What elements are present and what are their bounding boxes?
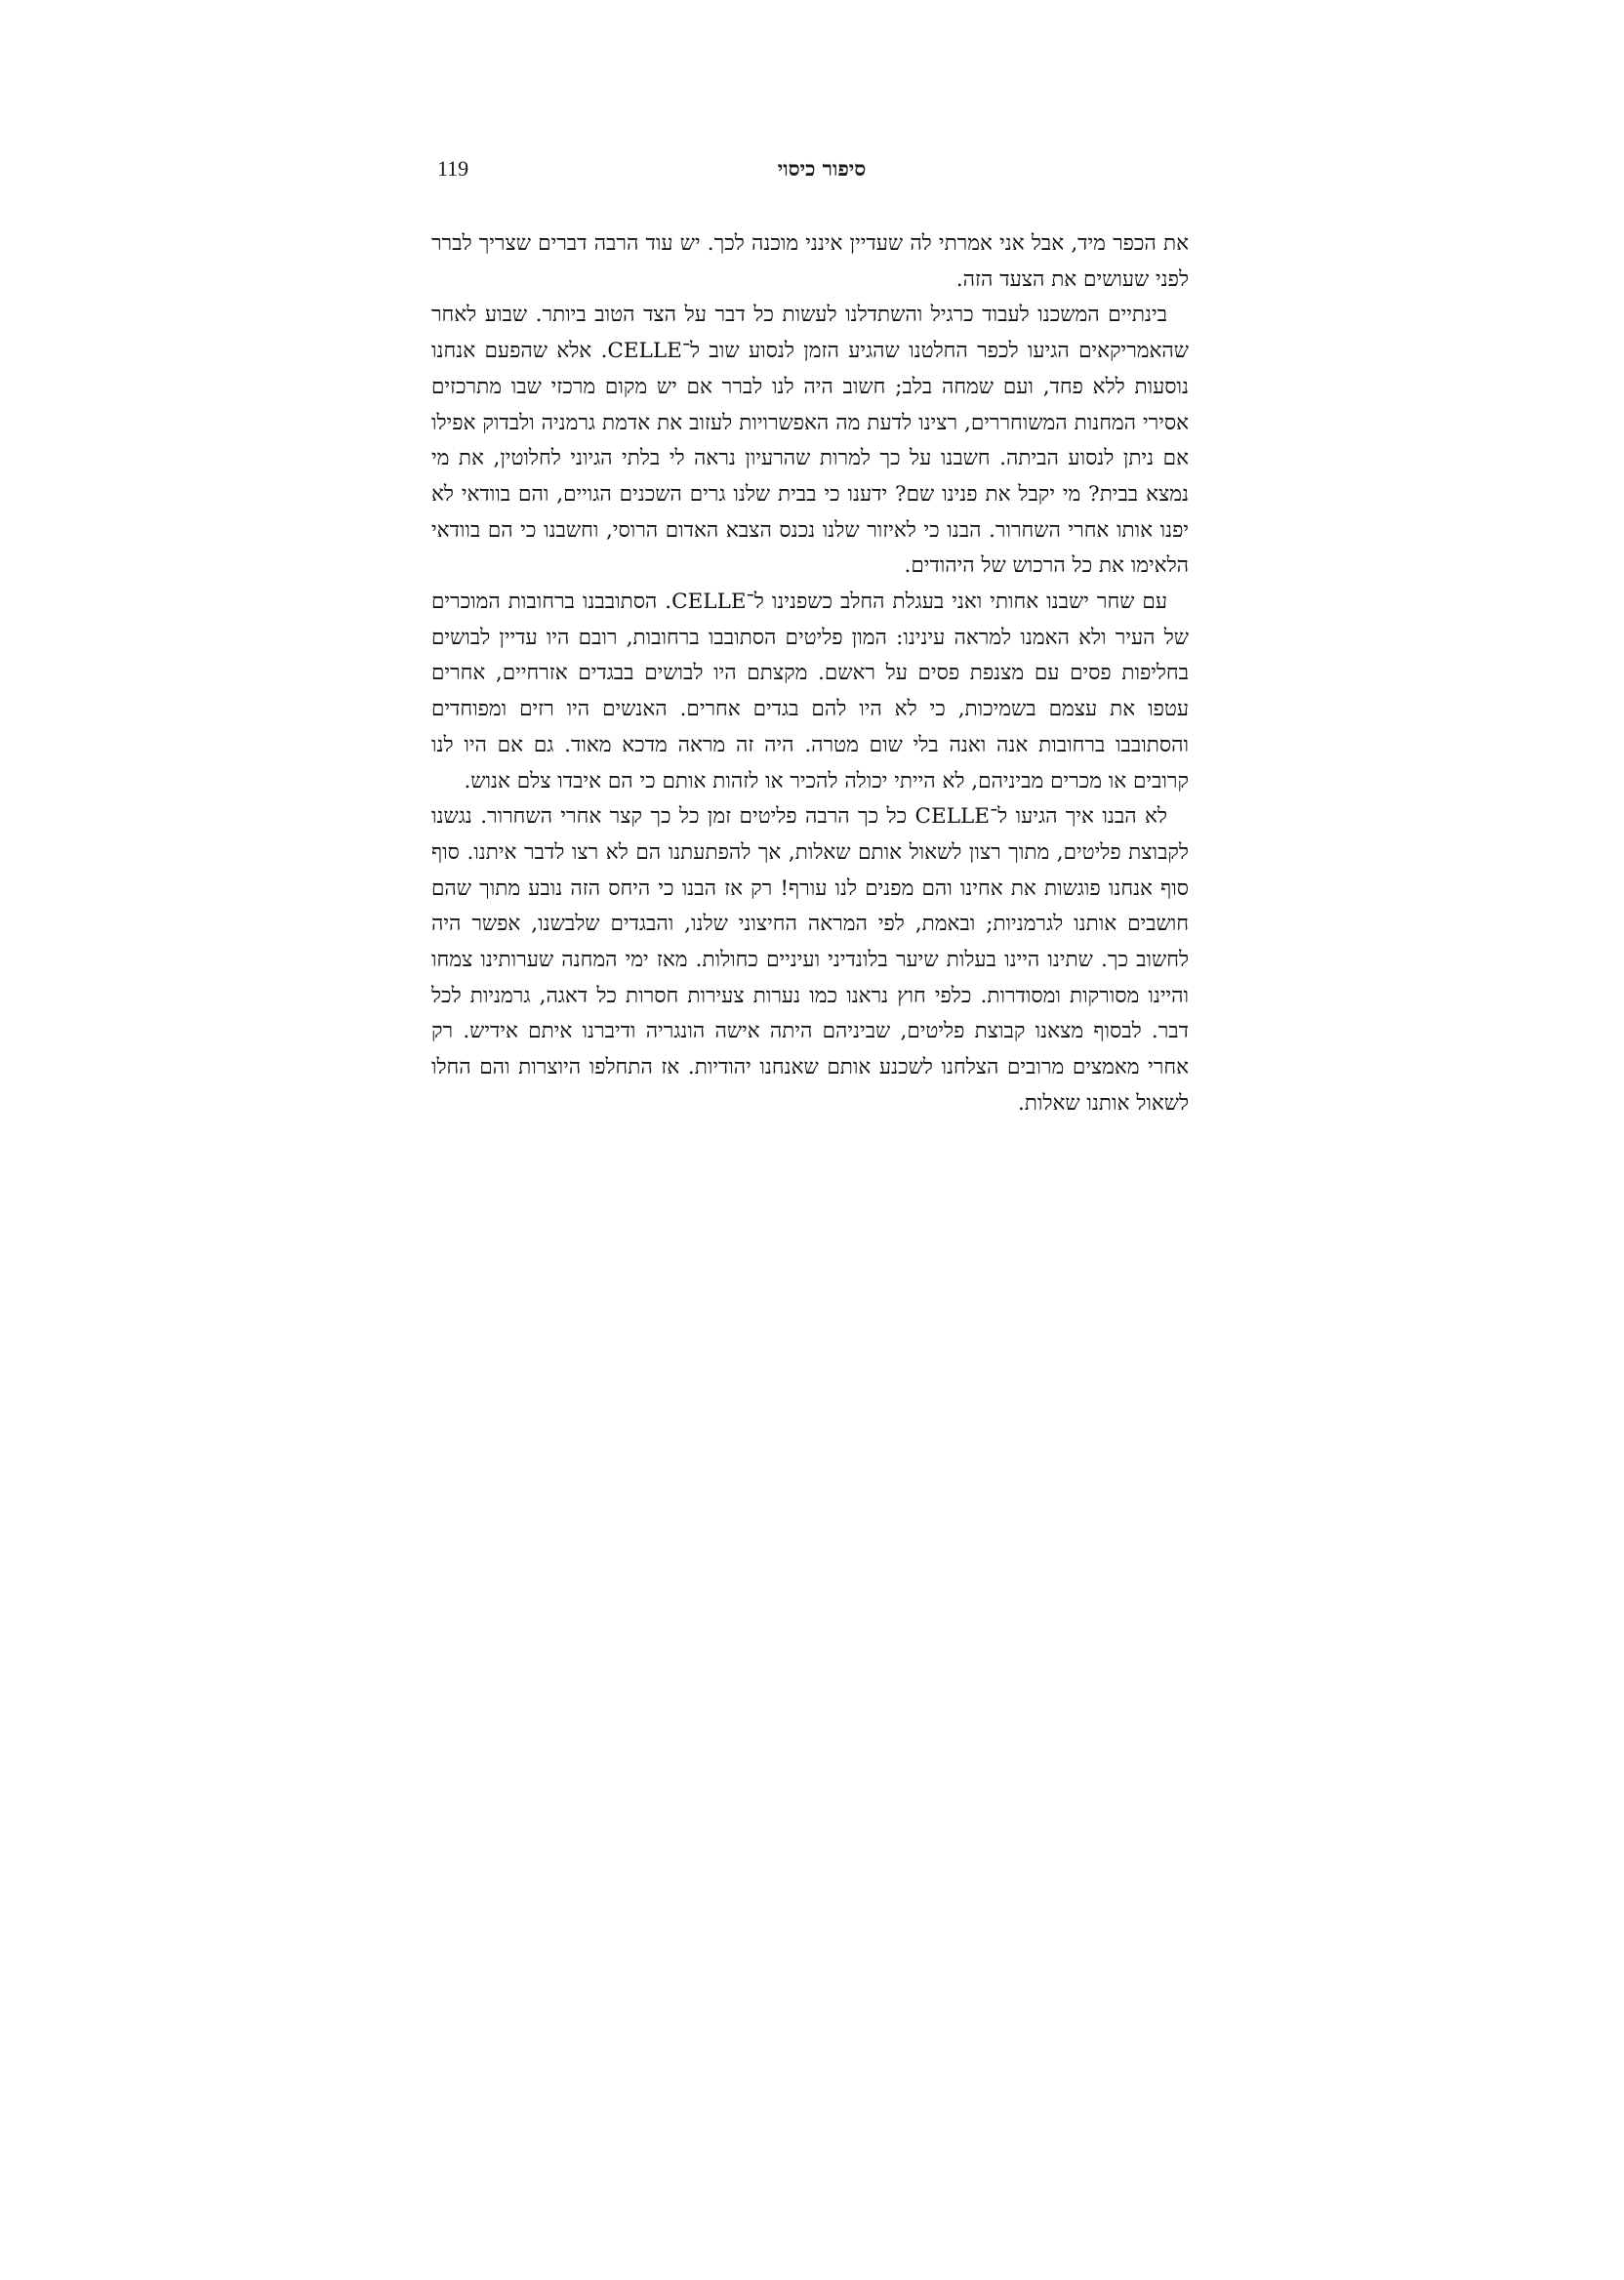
page-header [431,156,1189,195]
page-number: 119 [437,156,469,181]
paragraph: את הכפר מיד, אבל אני אמרתי לה שעדיין אינני מוכנה לכך. יש עוד הרבה דברים שצריך לברר לפני שעושים את הצעד הזה. [431,231,1189,292]
paragraph: לא הבנו איך הגיעו ל־CELLE כל כך הרבה פליטים זמן כל כך קצר אחרי השחרור. נגשנו לקבוצת פליטים, מתוך רצון לשאול אותם שאלות, אך להפתעתנו הם לא רצו לדבר איתנו. סוף סוף אנחנו פוגשות את אחינו והם מפנים לנו עורף! רק אז הבנו כי היחס הזה נובע מתוך שהם חושבים אותנו לגרמניות; ובאמת, לפי המראה החיצוני שלנו, והבגדים שלבשנו, אפשר היה לחשוב כך. שתינו היינו בעלות שיער בלונדיני ועיניים כחולות. מאז ימי המחנה שערותינו צמחו והיינו מסורקות ומסודרות. כלפי חוץ נראנו כמו נערות צעירות חסרות כל דאגה, גרמניות לכל דבר. לבסוף מצאנו קבוצת פליטים, שביניהם היתה אישה הונגריה ודיברנו איתם אידיש. רק אחרי מאמצים מרובים הצלחנו לשכנע אותם שאנחנו יהודיות. אז התחלפו היוצרות והם החלו לשאול אותנו שאלות. [431,804,1189,1116]
running-head: סיפור כיסוי [777,156,867,181]
body-text [431,226,1189,1122]
paragraph: עם שחר ישבנו אחותי ואני בעגלת החלב כשפנינו ל־CELLE. הסתובבנו ברחובות המוכרים של העיר ולא האמנו למראה עינינו: המון פליטים הסתובבו ברחובות, רובם היו עדיין לבושים בחליפות פסים עם מצנפת פסים על ראשם. מקצתם היו לבושים בבגדים אזרחיים, אחרים עטפו את עצמם בשמיכות, כי לא היו להם בגדים אחרים. האנשים היו רזים ומפוחדים והסתובבו ברחובות אנה ואנה בלי שום מטרה. היה זה מראה מדכא מאוד. גם אם היו לנו קרובים או מכרים מביניהם, לא הייתי יכולה להכיר או לזהות אותם כי הם איבדו צלם אנוש. [431,590,1189,794]
paragraph: בינתיים המשכנו לעבוד כרגיל והשתדלנו לעשות כל דבר על הצד הטוב ביותר. שבוע לאחר שהאמריקאים הגיעו לכפר החלטנו שהגיע הזמן לנסוע שוב ל־CELLE. אלא שהפעם אנחנו נוסעות ללא פחד, ועם שמחה בלב; חשוב היה לנו לברר אם יש מקום מרכזי שבו מתרכזים אסירי המחנות המשוחררים, רצינו לדעת מה האפשרויות לעזוב את אדמת גרמניה ולבדוק אפילו אם ניתן לנסוע הביתה. חשבנו על כך למרות שהרעיון נראה לי בלתי הגיוני לחלוטין, את מי נמצא בבית? מי יקבל את פנינו שם? ידענו כי בבית שלנו גרים השכנים הגויים, והם בוודאי לא יפנו אותו אחרי השחרור. הבנו כי לאיזור שלנו נכנס הצבא האדום הרוסי, וחשבנו כי הם בוודאי הלאימו את כל הרכוש של היהודים. [431,303,1189,579]
